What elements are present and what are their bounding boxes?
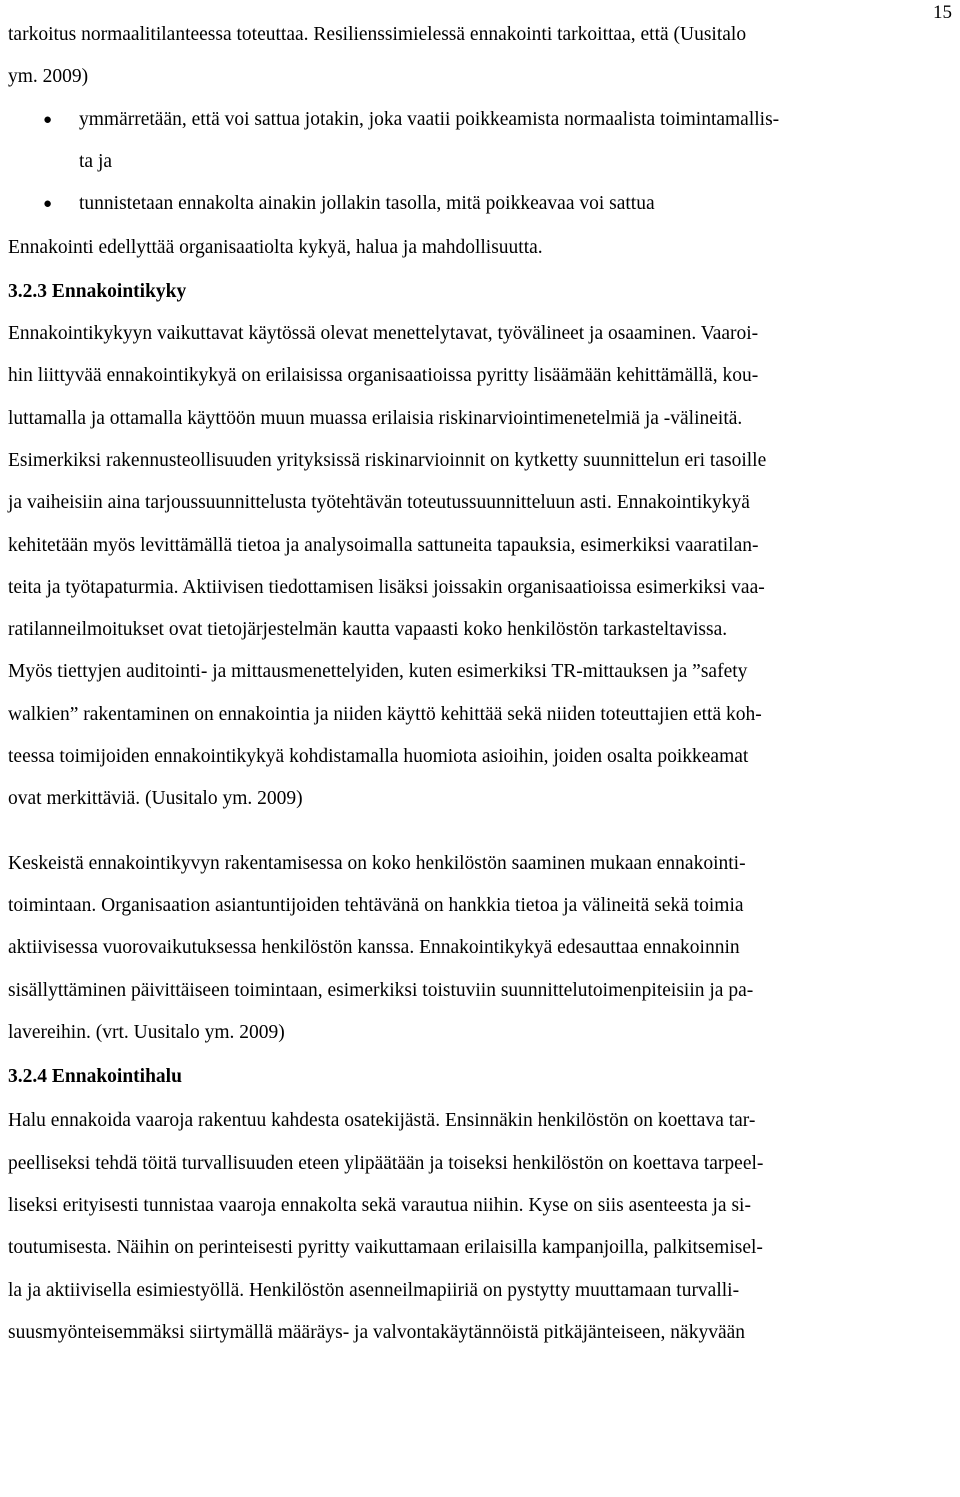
text-line: tarkoitus normaalitilanteessa toteuttaa. Resilienssimielessä ennakointi tarkoittaa, että (Uusitalo bbox=[8, 24, 747, 45]
text-line: hin liittyvää ennakointikykyä on erilaisissa organisaatioissa pyritty lisäämään kehittämällä, kou- bbox=[8, 365, 759, 387]
page-number: 15 bbox=[933, 2, 952, 23]
bullet-dot-icon: ● bbox=[43, 111, 53, 128]
text-line: la ja aktiivisella esimiestyöllä. Henkilöstön asenneilmapiiriä on pystytty muuttamaan turvalli- bbox=[8, 1279, 740, 1301]
text-line: toutumisesta. Näihin on perinteisesti pyritty vaikuttamaan erilaisilla kampanjoilla, palkitsemisel- bbox=[8, 1237, 763, 1259]
text-line: toimintaan. Organisaation asiantuntijoiden tehtävänä on hankkia tietoa ja välineitä sekä toimia bbox=[8, 894, 744, 916]
text-line: ratilanneilmoitukset ovat tietojärjestelmän kautta vapaasti koko henkilöstön tarkasteltavissa. bbox=[8, 619, 728, 641]
text-line: peelliseksi tehdä töitä turvallisuuden eteen ylipäätään ja toiseksi henkilöstön on koettava tarpeel- bbox=[8, 1152, 764, 1174]
text-line: Ennakointikykyyn vaikuttavat käytössä olevat menettelytavat, työvälineet ja osaaminen. Vaaroi- bbox=[8, 323, 759, 345]
text-line: ym. 2009) bbox=[8, 66, 89, 88]
text-line: suusmyönteisemmäksi siirtymällä määräys- ja valvontakäytännöistä pitkäjänteiseen, näkyvään bbox=[8, 1321, 746, 1343]
text-line: kehitetään myös levittämällä tietoa ja analysoimalla sattuneita tapauksia, esimerkiksi vaaratilan- bbox=[8, 534, 759, 556]
text-line: liseksi erityisesti tunnistaa vaaroja ennakolta sekä varautua niihin. Kyse on siis asenteesta ja si- bbox=[8, 1195, 751, 1217]
text-line: Halu ennakoida vaaroja rakentuu kahdesta osatekijästä. Ensinnäkin henkilöstön on koettava tar- bbox=[8, 1110, 756, 1132]
section-heading-3-2-3: 3.2.3 Ennakointikyky bbox=[8, 280, 187, 302]
text-line: sisällyttäminen päivittäiseen toimintaan, esimerkiksi toistuviin suunnittelutoimenpiteisiin ja pa- bbox=[8, 979, 754, 1001]
intro-paragraph bbox=[8, 14, 952, 99]
section-3-2-4-paragraph-1 bbox=[8, 1100, 952, 1354]
text-line: Esimerkiksi rakennusteollisuuden yrityksissä riskinarvioinnit on kytketty suunnittelun eri tasoille bbox=[8, 449, 767, 471]
text-line: aktiivisessa vuorovaikutuksessa henkilöstön kanssa. Ennakointikykyä edesauttaa ennakoinnin bbox=[8, 937, 740, 959]
text-line: teita ja työtapaturmia. Aktiivisen tiedottamisen lisäksi joissakin organisaatioissa esimerkiksi vaa- bbox=[8, 576, 765, 598]
document-body bbox=[8, 14, 952, 1354]
text-line: ovat merkittäviä. (Uusitalo ym. 2009) bbox=[8, 788, 303, 810]
text-line: walkien” rakentaminen on ennakointia ja niiden käyttö kehittää sekä niiden toteuttajien että koh- bbox=[8, 703, 762, 725]
text-line: luttamalla ja ottamalla käyttöön muun muassa erilaisia riskinarviointimenetelmiä ja -välineitä. bbox=[8, 407, 743, 429]
text-line: Myös tiettyjen auditointi- ja mittausmenettelyiden, kuten esimerkiksi TR-mittauksen ja ”safety bbox=[8, 661, 748, 683]
text-line: ta ja bbox=[79, 150, 113, 172]
text-line: lavereihin. (vrt. Uusitalo ym. 2009) bbox=[8, 1021, 285, 1043]
bullet-item bbox=[8, 183, 952, 225]
section-3-2-3-paragraph-2 bbox=[8, 843, 952, 1054]
section-3-2-3-paragraph-1 bbox=[8, 313, 952, 821]
bullet-dot-icon: ● bbox=[43, 196, 53, 213]
bullet-item bbox=[8, 99, 952, 184]
summary-paragraph: Ennakointi edellyttää organisaatiolta kykyä, halua ja mahdollisuutta. bbox=[8, 236, 543, 258]
text-line: ja vaiheisiin aina tarjoussuunnittelusta työtehtävän toteutussuunnitteluun asti. Ennakointikykyä bbox=[8, 492, 750, 514]
text-line: tunnistetaan ennakolta ainakin jollakin tasolla, mitä poikkeavaa voi sattua bbox=[79, 193, 655, 215]
section-heading-3-2-4: 3.2.4 Ennakointihalu bbox=[8, 1066, 182, 1088]
bullet-list bbox=[8, 99, 952, 226]
text-line: Keskeistä ennakointikyvyn rakentamisessa on koko henkilöstön saaminen mukaan ennakointi- bbox=[8, 852, 746, 874]
text-line: ymmärretään, että voi sattua jotakin, joka vaatii poikkeamista normaalista toimintamallis- bbox=[79, 108, 780, 130]
text-line: teessa toimijoiden ennakointikykyä kohdistamalla huomiota asioihin, joiden osalta poikkeamat bbox=[8, 746, 749, 768]
